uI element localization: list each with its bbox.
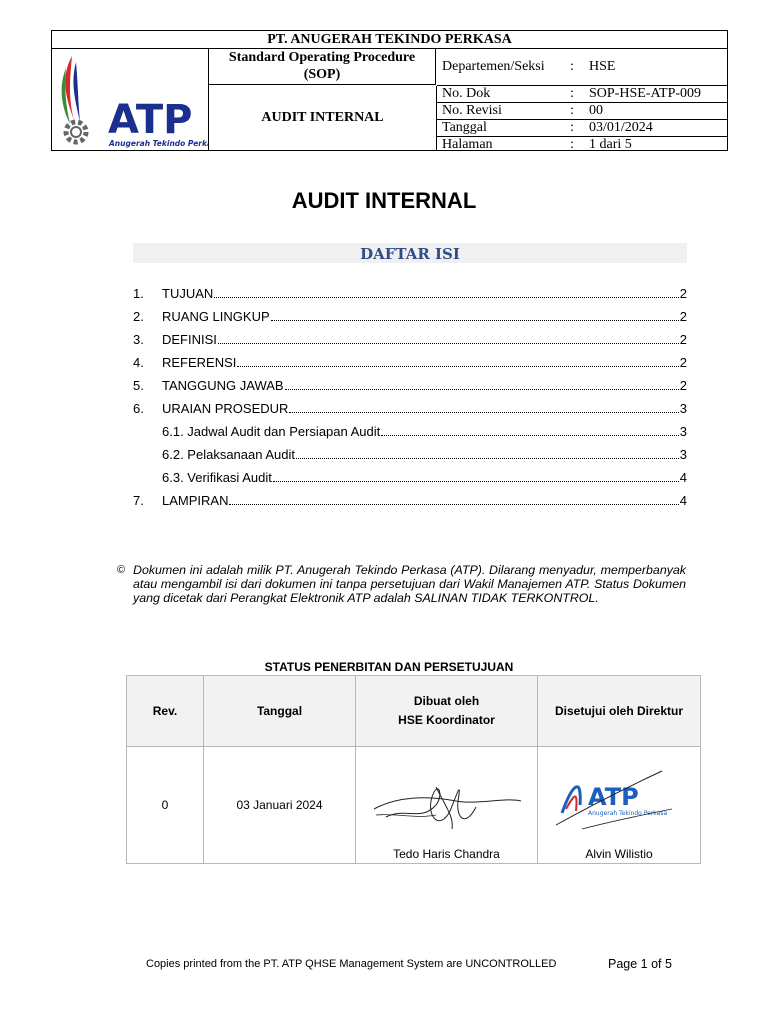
toc-item-number: 7. bbox=[133, 493, 144, 508]
toc-subitem[interactable] bbox=[133, 423, 687, 441]
toc-item-page: 2 bbox=[679, 309, 687, 324]
toc-item-page: 3 bbox=[679, 401, 687, 416]
company-name: PT. ANUGERAH TEKINDO PERKASA bbox=[52, 31, 727, 49]
status-table-row bbox=[127, 747, 701, 864]
field-value: SOP-HSE-ATP-009 bbox=[589, 86, 702, 101]
toc-item[interactable] bbox=[133, 285, 687, 303]
status-table-title: STATUS PENERBITAN DAN PERSETUJUAN bbox=[264, 660, 514, 674]
field-colon: : bbox=[570, 59, 574, 74]
toc-item-label: 6.2. Pelaksanaan Audit bbox=[162, 447, 295, 462]
toc-item-number: 3. bbox=[133, 332, 144, 347]
cell-rev: 0 bbox=[127, 747, 204, 864]
signature-icon bbox=[366, 767, 526, 847]
toc-item-page: 4 bbox=[679, 470, 687, 485]
header-tanggal: Tanggal bbox=[204, 676, 356, 747]
header-dibuat-oleh bbox=[356, 676, 538, 747]
maker-name: Tedo Haris Chandra bbox=[393, 847, 500, 861]
toc-item-label: REFERENSI bbox=[162, 355, 237, 370]
field-value: 1 dari 5 bbox=[589, 137, 632, 152]
toc-item[interactable] bbox=[133, 492, 687, 510]
toc-item-number: 4. bbox=[133, 355, 144, 370]
toc-item-page: 2 bbox=[679, 355, 687, 370]
sop-label bbox=[209, 48, 436, 85]
toc-item[interactable] bbox=[133, 331, 687, 349]
field-label: No. Revisi bbox=[442, 103, 502, 118]
sop-line-2: (SOP) bbox=[303, 67, 341, 82]
footer-disclaimer: Copies printed from the PT. ATP QHSE Management System are UNCONTROLLED bbox=[146, 958, 557, 970]
stamp-text: ATP bbox=[588, 783, 639, 811]
header-disetujui: Disetujui oleh Direktur bbox=[538, 676, 701, 747]
toc-item-label: TANGGUNG JAWAB bbox=[162, 378, 284, 393]
toc-item[interactable] bbox=[133, 354, 687, 372]
toc-item[interactable] bbox=[133, 400, 687, 418]
footer-page-number: Page 1 of 5 bbox=[608, 957, 672, 971]
field-value: HSE bbox=[589, 59, 616, 74]
field-colon: : bbox=[570, 103, 574, 118]
field-colon: : bbox=[570, 137, 574, 152]
company-stamp-icon bbox=[552, 765, 692, 845]
toc-item-page: 3 bbox=[679, 447, 687, 462]
company-logo bbox=[52, 48, 209, 150]
header-rev: Rev. bbox=[127, 676, 204, 747]
toc-item-label: 6.3. Verifikasi Audit bbox=[162, 470, 272, 485]
toc-item-page: 2 bbox=[679, 332, 687, 347]
document-title: AUDIT INTERNAL bbox=[291, 188, 477, 213]
approver-name: Alvin Wilistio bbox=[585, 847, 653, 861]
cell-tanggal: 03 Januari 2024 bbox=[204, 747, 356, 864]
field-departemen bbox=[437, 48, 727, 86]
field-label: Halaman bbox=[442, 137, 493, 152]
toc-heading: DAFTAR ISI bbox=[133, 243, 687, 263]
field-value: 03/01/2024 bbox=[589, 120, 653, 135]
cell-maker-signature bbox=[356, 747, 538, 864]
toc-item-label: RUANG LINGKUP bbox=[162, 309, 270, 324]
toc-item-page: 4 bbox=[679, 493, 687, 508]
field-tanggal bbox=[437, 120, 727, 137]
toc-item-label: URAIAN PROSEDUR bbox=[162, 401, 289, 416]
header-title: AUDIT INTERNAL bbox=[209, 86, 437, 150]
copyright-notice: Dokumen ini adalah milik PT. Anugerah Tekindo Perkasa (ATP). Dilarang menyadur, memperbanyak atau mengambil isi dari dokumen ini tanpa persetujuan dari Wakil Manajemen ATP. Status Dokumen yang dicetak dari Perangkat Elektronik ATP adalah SALINAN TIDAK TERKONTROL. bbox=[133, 563, 686, 605]
toc-item-page: 3 bbox=[679, 424, 687, 439]
field-no-dok bbox=[437, 86, 727, 103]
toc-item-page: 2 bbox=[679, 286, 687, 301]
field-label: Departemen/Seksi bbox=[442, 59, 545, 74]
copyright-icon: © bbox=[117, 564, 126, 576]
toc-item[interactable] bbox=[133, 308, 687, 326]
toc-item-number: 6. bbox=[133, 401, 144, 416]
document-header-table bbox=[51, 30, 728, 151]
field-halaman bbox=[437, 137, 727, 153]
toc-subitem[interactable] bbox=[133, 469, 687, 487]
status-table-header bbox=[127, 676, 701, 747]
atp-logo-icon bbox=[52, 48, 208, 150]
status-table bbox=[126, 675, 701, 864]
field-label: Tanggal bbox=[442, 120, 487, 135]
toc-item-label: DEFINISI bbox=[162, 332, 217, 347]
field-colon: : bbox=[570, 120, 574, 135]
toc-item-number: 1. bbox=[133, 286, 144, 301]
logo-text: ATP bbox=[108, 97, 193, 143]
field-label: No. Dok bbox=[442, 86, 491, 101]
logo-tagline: Anugerah Tekindo Perk bbox=[109, 139, 207, 148]
cell-approver-signature bbox=[538, 747, 701, 864]
sop-line-1: Standard Operating Procedure bbox=[228, 50, 416, 65]
toc-subitem[interactable] bbox=[133, 446, 687, 464]
toc-item-number: 5. bbox=[133, 378, 144, 393]
field-no-revisi bbox=[437, 103, 727, 120]
header-dibuat-line1: Dibuat oleh bbox=[413, 694, 480, 708]
toc-item-label: TUJUAN bbox=[162, 286, 214, 301]
field-value: 00 bbox=[589, 103, 603, 118]
toc-item-label: 6.1. Jadwal Audit dan Persiapan Audit bbox=[162, 424, 381, 439]
toc-item-number: 2. bbox=[133, 309, 144, 324]
stamp-tagline: Anugerah Tekindo Perkasa bbox=[588, 810, 668, 817]
field-colon: : bbox=[570, 86, 574, 101]
header-dibuat-line2: HSE Koordinator bbox=[398, 713, 495, 727]
toc-item-label: LAMPIRAN bbox=[162, 493, 229, 508]
toc-item[interactable] bbox=[133, 377, 687, 395]
toc-item-page: 2 bbox=[679, 378, 687, 393]
